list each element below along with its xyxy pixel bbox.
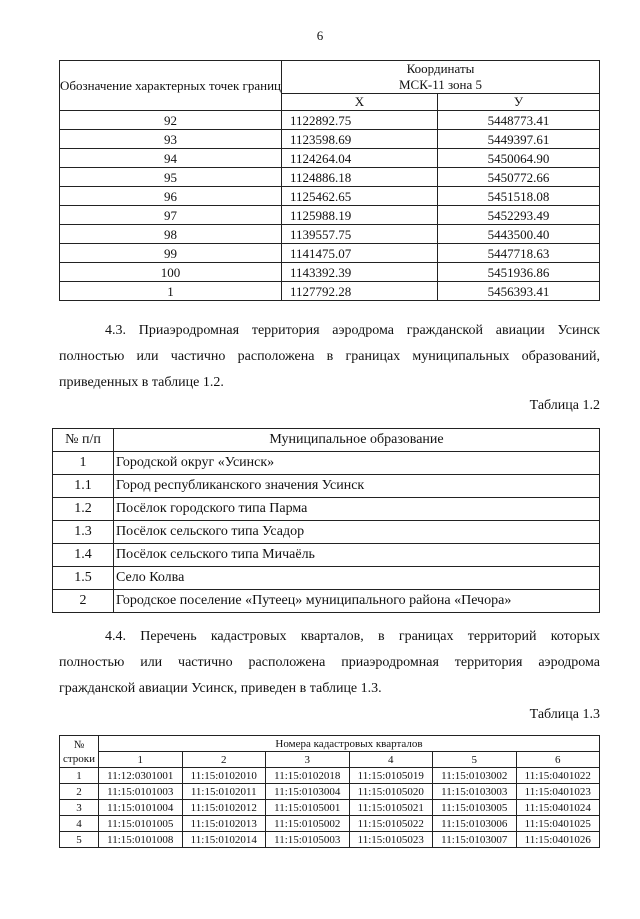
cad-cell: 11:15:0401026 (516, 832, 600, 848)
muni-row (53, 475, 600, 498)
cad-cell: 11:15:0105023 (349, 832, 433, 848)
cad-row-num: 3 (60, 800, 99, 816)
coord-row (60, 130, 600, 149)
cad-cell: 11:15:0102014 (182, 832, 266, 848)
page-number: 6 (316, 28, 324, 43)
muni-name: Городское поселение «Путеец» муниципального района «Печора» (114, 590, 600, 613)
coord-row (60, 149, 600, 168)
cad-row (60, 768, 600, 784)
muni-row (53, 521, 600, 544)
cad-cell: 11:15:0103007 (433, 832, 517, 848)
points-header-label: Обозначение характерных точек границ (60, 77, 282, 93)
coord-y: 5451936.86 (438, 263, 600, 282)
paragraph-4-4-line2: полностью или частично расположена приаэродромная территория аэродрома (59, 655, 600, 670)
muni-row (53, 567, 600, 590)
cad-cell: 11:15:0103006 (433, 816, 517, 832)
muni-name: Посёлок сельского типа Усадор (114, 521, 600, 544)
muni-row (53, 498, 600, 521)
cad-row-num: 2 (60, 784, 99, 800)
coord-row (60, 282, 600, 301)
muni-name: Город республиканского значения Усинск (114, 475, 600, 498)
points-header (60, 61, 282, 111)
coord-x: 1125462.65 (282, 187, 438, 206)
coord-x: 1124264.04 (282, 149, 438, 168)
cad-col-header: 6 (516, 752, 600, 768)
muni-num: 1.3 (53, 521, 114, 544)
cad-cell: 11:15:0401025 (516, 816, 600, 832)
coord-y: 5452293.49 (438, 206, 600, 225)
cad-cell: 11:15:0102013 (182, 816, 266, 832)
coord-x: 1141475.07 (282, 244, 438, 263)
cadastral-table (59, 735, 600, 848)
coord-point: 95 (60, 168, 282, 187)
paragraph-4-4 (59, 624, 600, 702)
coord-y: 5447718.63 (438, 244, 600, 263)
cad-cell: 11:15:0103005 (433, 800, 517, 816)
cad-cell: 11:15:0102018 (266, 768, 350, 784)
muni-num: 1.5 (53, 567, 114, 590)
coord-point: 99 (60, 244, 282, 263)
coord-point: 96 (60, 187, 282, 206)
coord-x: 1127792.28 (282, 282, 438, 301)
cad-cell: 11:15:0105001 (266, 800, 350, 816)
coord-row (60, 225, 600, 244)
cad-cell: 11:15:0103003 (433, 784, 517, 800)
cad-row (60, 784, 600, 800)
cad-cell: 11:15:0102012 (182, 800, 266, 816)
coord-y: 5456393.41 (438, 282, 600, 301)
paragraph-4-4-line1: 4.4. Перечень кадастровых кварталов, в границах территорий которых (105, 629, 600, 644)
muni-row (53, 452, 600, 475)
cad-row (60, 832, 600, 848)
coord-row (60, 187, 600, 206)
coord-x: 1139557.75 (282, 225, 438, 244)
coord-x: 1124886.18 (282, 168, 438, 187)
paragraph-4-3 (59, 318, 600, 396)
cad-cell: 11:15:0105019 (349, 768, 433, 784)
cad-col-header: 5 (433, 752, 517, 768)
coord-x: 1125988.19 (282, 206, 438, 225)
muni-name-header: Муниципальное образование (114, 429, 600, 452)
muni-num: 1.1 (53, 475, 114, 498)
muni-num: 1.4 (53, 544, 114, 567)
cad-row-header (60, 736, 99, 768)
cad-cell: 11:15:0105020 (349, 784, 433, 800)
cad-cell: 11:15:0401022 (516, 768, 600, 784)
cad-cell: 11:15:0103002 (433, 768, 517, 784)
coordinates-table (59, 60, 600, 301)
coord-y: 5448773.41 (438, 111, 600, 130)
coordinates-header-line2: МСК-11 зона 5 (398, 77, 483, 92)
coord-x: 1123598.69 (282, 130, 438, 149)
cad-cell: 11:15:0103004 (266, 784, 350, 800)
cad-cell: 11:15:0101003 (99, 784, 183, 800)
cad-cell: 11:15:0105021 (349, 800, 433, 816)
cad-cell: 11:15:0101004 (99, 800, 183, 816)
coord-row (60, 168, 600, 187)
coord-y: 5449397.61 (438, 130, 600, 149)
coord-y: 5443500.40 (438, 225, 600, 244)
table-1-3-caption: Таблица 1.3 (529, 707, 600, 722)
cad-cell: 11:15:0401024 (516, 800, 600, 816)
cad-row-num: 1 (60, 768, 99, 784)
coord-point: 100 (60, 263, 282, 282)
paragraph-4-3-line1: 4.3. Приаэродромная территория аэродрома гражданской авиации Усинск (105, 323, 600, 338)
coord-point: 93 (60, 130, 282, 149)
cad-cell: 11:12:0301001 (99, 768, 183, 784)
cad-cell: 11:15:0401023 (516, 784, 600, 800)
municipal-table (52, 428, 600, 613)
coord-y: 5451518.08 (438, 187, 600, 206)
coordinates-header-line1: Координаты (406, 61, 475, 76)
cad-col-header: 1 (99, 752, 183, 768)
table-1-2-caption: Таблица 1.2 (529, 398, 600, 413)
cad-row-num: 5 (60, 832, 99, 848)
coord-row (60, 263, 600, 282)
coord-point: 97 (60, 206, 282, 225)
muni-num: 2 (53, 590, 114, 613)
x-header: X (282, 94, 438, 111)
paragraph-4-4-line3: гражданской авиации Усинск, приведен в таблице 1.3. (59, 681, 382, 696)
cad-cell: 11:15:0105002 (266, 816, 350, 832)
cad-cell: 11:15:0102011 (182, 784, 266, 800)
muni-num: 1 (53, 452, 114, 475)
coord-row (60, 206, 600, 225)
cad-col-header: 2 (182, 752, 266, 768)
cad-col-header: 3 (266, 752, 350, 768)
cad-cell: 11:15:0101008 (99, 832, 183, 848)
cad-group-header: Номера кадастровых кварталов (99, 736, 600, 752)
muni-row (53, 544, 600, 567)
coord-point: 1 (60, 282, 282, 301)
cad-row-num: 4 (60, 816, 99, 832)
coord-y: 5450064.90 (438, 149, 600, 168)
cad-col-header: 4 (349, 752, 433, 768)
cad-cell: 11:15:0105003 (266, 832, 350, 848)
coord-row (60, 244, 600, 263)
paragraph-4-3-line2: полностью или частично расположена в границах муниципальных образований, (59, 349, 600, 364)
coord-row (60, 111, 600, 130)
muni-name: Посёлок городского типа Парма (114, 498, 600, 521)
cad-row-header-line2: строки (62, 752, 96, 765)
coord-y: 5450772.66 (438, 168, 600, 187)
muni-name: Посёлок сельского типа Мичаёль (114, 544, 600, 567)
muni-row (53, 590, 600, 613)
cad-row-header-line1: № (73, 738, 85, 751)
muni-name: Село Колва (114, 567, 600, 590)
coord-x: 1122892.75 (282, 111, 438, 130)
cad-row (60, 800, 600, 816)
coord-point: 92 (60, 111, 282, 130)
cad-cell: 11:15:0102010 (182, 768, 266, 784)
coord-x: 1143392.39 (282, 263, 438, 282)
cad-row (60, 816, 600, 832)
y-header: У (438, 94, 600, 111)
coord-point: 98 (60, 225, 282, 244)
muni-num: 1.2 (53, 498, 114, 521)
cad-cell: 11:15:0101005 (99, 816, 183, 832)
muni-name: Городской округ «Усинск» (114, 452, 600, 475)
cad-cell: 11:15:0105022 (349, 816, 433, 832)
coordinates-header (282, 61, 600, 94)
paragraph-4-3-line3: приведенных в таблице 1.2. (59, 375, 224, 390)
muni-num-header: № п/п (53, 429, 114, 452)
coord-point: 94 (60, 149, 282, 168)
